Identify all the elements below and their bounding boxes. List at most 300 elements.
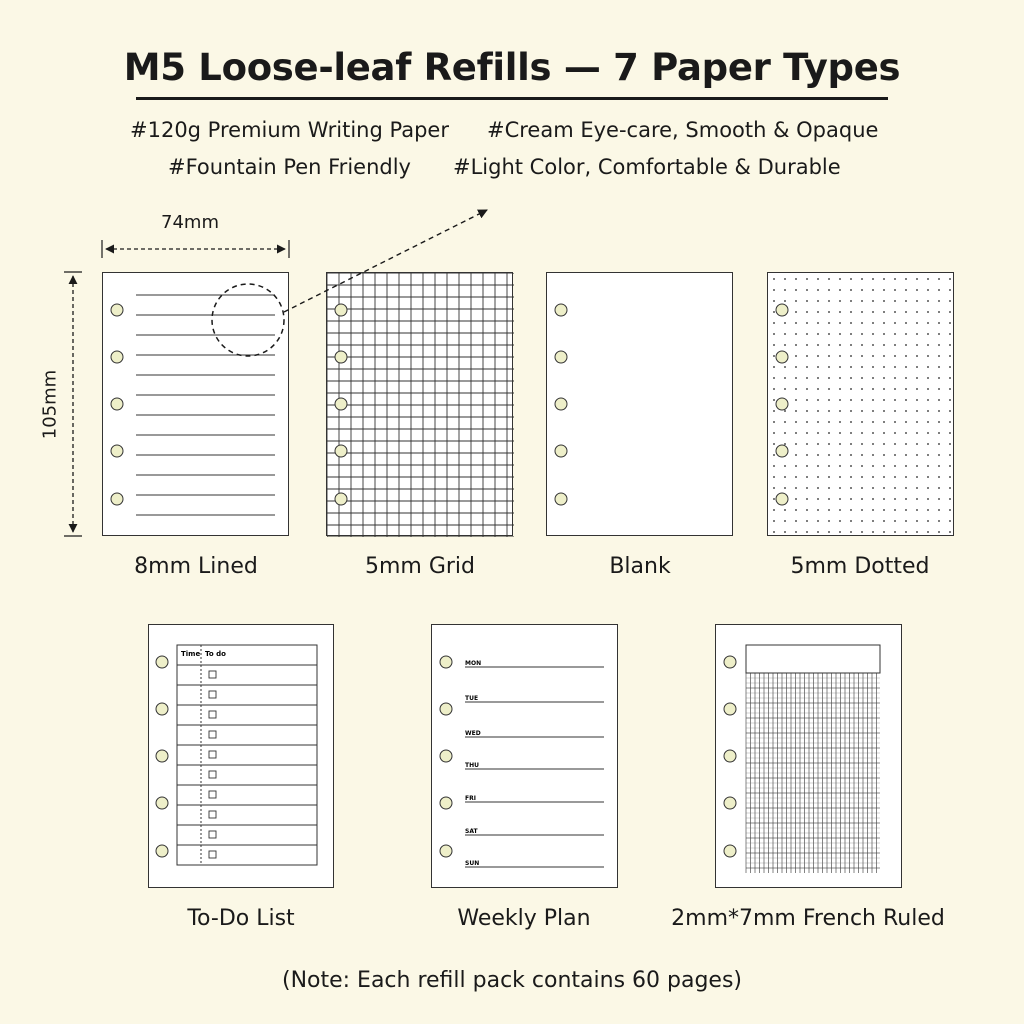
dot: [795, 311, 797, 313]
dot: [927, 509, 929, 511]
dot: [949, 476, 951, 478]
dot: [795, 531, 797, 533]
dot: [795, 278, 797, 280]
dot: [828, 454, 830, 456]
dot: [839, 421, 841, 423]
dot: [850, 388, 852, 390]
dot: [938, 531, 940, 533]
dot: [872, 399, 874, 401]
paper-blank: [546, 272, 733, 536]
dot: [817, 289, 819, 291]
dot: [916, 289, 918, 291]
dot: [795, 487, 797, 489]
dot: [795, 520, 797, 522]
todo-checkbox: [209, 851, 216, 858]
binder-hole: [555, 445, 567, 457]
width-dimension-arrow: [102, 240, 289, 258]
binder-hole: [156, 703, 168, 715]
dot: [949, 509, 951, 511]
dot: [828, 311, 830, 313]
dot: [938, 432, 940, 434]
weekly-day-wed: WED: [465, 730, 481, 737]
dot: [806, 476, 808, 478]
dot: [839, 311, 841, 313]
dot: [795, 344, 797, 346]
dot: [839, 520, 841, 522]
dot: [861, 498, 863, 500]
dot: [894, 289, 896, 291]
weekly-day-tue: TUE: [465, 695, 479, 702]
dot: [795, 465, 797, 467]
weekly-day-sun: SUN: [465, 860, 480, 867]
todo-table: [177, 645, 317, 865]
dot: [949, 498, 951, 500]
dot: [916, 344, 918, 346]
dot: [850, 355, 852, 357]
dot: [905, 498, 907, 500]
dot: [916, 443, 918, 445]
dot: [894, 410, 896, 412]
dot: [938, 289, 940, 291]
dot: [839, 531, 841, 533]
dot: [872, 377, 874, 379]
binder-hole: [111, 493, 123, 505]
binder-hole: [555, 351, 567, 363]
dot: [872, 454, 874, 456]
dot: [927, 443, 929, 445]
dot: [861, 432, 863, 434]
dot: [795, 443, 797, 445]
dot: [861, 322, 863, 324]
dot: [817, 476, 819, 478]
dot: [949, 432, 951, 434]
french-header-box: [746, 645, 880, 673]
todo-checkbox: [209, 751, 216, 758]
dot: [850, 366, 852, 368]
dot: [784, 388, 786, 390]
binder-hole: [555, 398, 567, 410]
todo-checkbox: [209, 711, 216, 718]
dot: [949, 278, 951, 280]
dot: [773, 388, 775, 390]
height-dimension-arrow: [64, 272, 82, 536]
weekly-day-sat: SAT: [465, 828, 478, 835]
binder-hole: [440, 750, 452, 762]
dot: [927, 410, 929, 412]
dot: [828, 388, 830, 390]
dot: [828, 410, 830, 412]
dot: [894, 531, 896, 533]
page-title: M5 Loose-leaf Refills — 7 Paper Types: [123, 46, 901, 89]
dot: [916, 311, 918, 313]
dot: [949, 311, 951, 313]
dot: [861, 278, 863, 280]
dot: [905, 355, 907, 357]
dot: [850, 300, 852, 302]
dot: [839, 465, 841, 467]
dot: [861, 333, 863, 335]
dot: [784, 410, 786, 412]
dot: [861, 410, 863, 412]
binder-hole: [335, 351, 347, 363]
dot: [872, 487, 874, 489]
dot: [817, 278, 819, 280]
dot: [905, 399, 907, 401]
dot: [872, 344, 874, 346]
width-dimension-label: 74mm: [161, 212, 219, 233]
dot: [949, 465, 951, 467]
dot: [883, 377, 885, 379]
dot: [861, 399, 863, 401]
dot: [938, 487, 940, 489]
binder-hole: [440, 656, 452, 668]
binder-hole: [724, 703, 736, 715]
dot: [905, 432, 907, 434]
dot: [828, 377, 830, 379]
dot: [839, 366, 841, 368]
dot: [916, 465, 918, 467]
dot: [828, 333, 830, 335]
dot: [806, 531, 808, 533]
dot: [861, 465, 863, 467]
dot: [949, 289, 951, 291]
dot: [784, 322, 786, 324]
dot: [773, 344, 775, 346]
dot: [828, 421, 830, 423]
binder-hole: [555, 493, 567, 505]
height-dimension-label: 105mm: [39, 369, 61, 440]
dot: [795, 366, 797, 368]
dot: [938, 278, 940, 280]
dot: [817, 377, 819, 379]
dot: [938, 366, 940, 368]
dot: [784, 465, 786, 467]
dot: [916, 377, 918, 379]
dot: [883, 333, 885, 335]
dot: [938, 399, 940, 401]
dot: [894, 498, 896, 500]
dot: [839, 410, 841, 412]
label-weekly: Weekly Plan: [457, 906, 591, 931]
todo-checkbox: [209, 811, 216, 818]
todo-checkbox: [209, 831, 216, 838]
dot: [784, 432, 786, 434]
dot: [949, 443, 951, 445]
dot: [894, 520, 896, 522]
dot: [861, 531, 863, 533]
dot: [806, 520, 808, 522]
dot: [927, 344, 929, 346]
dot: [894, 377, 896, 379]
dot: [773, 410, 775, 412]
dot: [806, 399, 808, 401]
dot: [883, 443, 885, 445]
dot: [905, 322, 907, 324]
dot: [806, 311, 808, 313]
dot: [795, 498, 797, 500]
dot: [883, 498, 885, 500]
dot: [817, 322, 819, 324]
dot: [828, 344, 830, 346]
dot: [795, 399, 797, 401]
dot: [861, 344, 863, 346]
dot: [872, 443, 874, 445]
dot: [949, 333, 951, 335]
dot: [872, 366, 874, 368]
dot: [828, 531, 830, 533]
dot: [872, 322, 874, 324]
dot: [850, 454, 852, 456]
dot: [927, 465, 929, 467]
dot: [905, 388, 907, 390]
dot: [850, 377, 852, 379]
dot: [872, 531, 874, 533]
dot: [905, 509, 907, 511]
dot: [861, 388, 863, 390]
dot: [773, 520, 775, 522]
dot: [949, 520, 951, 522]
dot: [839, 322, 841, 324]
dot: [861, 520, 863, 522]
binder-hole: [111, 304, 123, 316]
dot: [883, 421, 885, 423]
dot: [916, 399, 918, 401]
binder-hole: [111, 351, 123, 363]
dot: [938, 465, 940, 467]
dot: [773, 498, 775, 500]
dot: [861, 476, 863, 478]
dot: [806, 333, 808, 335]
dot: [861, 355, 863, 357]
dot: [806, 377, 808, 379]
dot: [861, 377, 863, 379]
dot: [795, 410, 797, 412]
dot: [938, 300, 940, 302]
dot: [927, 399, 929, 401]
dot: [850, 498, 852, 500]
dot: [927, 520, 929, 522]
dot: [905, 487, 907, 489]
dot: [872, 311, 874, 313]
dot: [828, 278, 830, 280]
dot: [817, 410, 819, 412]
dot: [927, 289, 929, 291]
dot: [872, 476, 874, 478]
dot: [773, 454, 775, 456]
dot: [850, 421, 852, 423]
dot: [828, 520, 830, 522]
dot: [894, 388, 896, 390]
dot: [916, 322, 918, 324]
binder-hole: [555, 304, 567, 316]
dot: [828, 487, 830, 489]
dot: [784, 278, 786, 280]
dot: [784, 300, 786, 302]
dot: [817, 443, 819, 445]
dot: [894, 454, 896, 456]
dot: [784, 520, 786, 522]
binder-hole: [724, 845, 736, 857]
dot: [806, 355, 808, 357]
dot: [806, 454, 808, 456]
dot: [949, 388, 951, 390]
dot: [817, 333, 819, 335]
dot: [872, 410, 874, 412]
tag-light-color: #Light Color, Comfortable & Durable: [453, 155, 841, 179]
binder-hole: [724, 750, 736, 762]
dot: [938, 410, 940, 412]
label-lined: 8mm Lined: [134, 554, 258, 579]
dot: [894, 432, 896, 434]
binder-hole: [440, 845, 452, 857]
dot: [938, 322, 940, 324]
dot: [817, 432, 819, 434]
binder-hole: [776, 398, 788, 410]
paper-grid: [326, 272, 513, 536]
dot: [839, 476, 841, 478]
dot: [927, 432, 929, 434]
dot: [883, 454, 885, 456]
dot: [872, 465, 874, 467]
dot: [927, 278, 929, 280]
dot: [916, 388, 918, 390]
dot: [916, 520, 918, 522]
dot: [872, 520, 874, 522]
dot: [883, 355, 885, 357]
dot: [949, 366, 951, 368]
label-grid: 5mm Grid: [364, 554, 476, 579]
binder-hole: [440, 703, 452, 715]
dot: [949, 322, 951, 324]
dot: [806, 300, 808, 302]
dot: [817, 311, 819, 313]
dot: [883, 476, 885, 478]
dot: [839, 278, 841, 280]
dot: [894, 344, 896, 346]
binder-hole: [776, 351, 788, 363]
dot: [927, 355, 929, 357]
dot: [850, 476, 852, 478]
dot: [806, 509, 808, 511]
dot: [784, 443, 786, 445]
dot: [883, 388, 885, 390]
dot: [905, 421, 907, 423]
dot: [894, 355, 896, 357]
dot: [773, 432, 775, 434]
dot: [806, 388, 808, 390]
dot: [938, 355, 940, 357]
dot: [938, 443, 940, 445]
dot: [894, 509, 896, 511]
dot: [828, 289, 830, 291]
dot: [773, 278, 775, 280]
dot: [839, 487, 841, 489]
dot: [795, 421, 797, 423]
dot: [784, 487, 786, 489]
dot: [883, 509, 885, 511]
dot: [817, 355, 819, 357]
dot: [872, 300, 874, 302]
binder-hole: [724, 797, 736, 809]
dot: [850, 531, 852, 533]
todo-checkbox: [209, 771, 216, 778]
todo-checkbox: [209, 731, 216, 738]
dot: [850, 333, 852, 335]
binder-hole: [335, 445, 347, 457]
dot: [883, 366, 885, 368]
dot: [905, 278, 907, 280]
dot: [949, 531, 951, 533]
dot: [773, 399, 775, 401]
todo-time-header: Time: [181, 650, 201, 658]
dot: [938, 498, 940, 500]
dot: [795, 289, 797, 291]
paper-french-ruled: [715, 624, 902, 888]
dot: [839, 300, 841, 302]
dot: [861, 311, 863, 313]
paper-lined: [102, 272, 289, 536]
dot: [927, 388, 929, 390]
dot: [817, 498, 819, 500]
dot: [916, 509, 918, 511]
dot: [894, 366, 896, 368]
dot: [784, 377, 786, 379]
dot: [817, 366, 819, 368]
binder-hole: [776, 493, 788, 505]
dot: [839, 377, 841, 379]
paper-dotted: [767, 272, 954, 536]
dot: [905, 289, 907, 291]
dot: [817, 520, 819, 522]
footnote: (Note: Each refill pack contains 60 pages): [281, 968, 743, 993]
dot: [883, 300, 885, 302]
dot: [905, 531, 907, 533]
dot: [839, 498, 841, 500]
binder-hole: [156, 656, 168, 668]
dot: [861, 289, 863, 291]
dot: [916, 487, 918, 489]
dot: [916, 278, 918, 280]
dot: [883, 278, 885, 280]
dot: [905, 443, 907, 445]
dot: [773, 333, 775, 335]
dot: [905, 410, 907, 412]
dot: [927, 487, 929, 489]
dot: [927, 476, 929, 478]
dot: [905, 377, 907, 379]
dot: [905, 333, 907, 335]
dot: [949, 487, 951, 489]
dot: [817, 531, 819, 533]
dot: [872, 421, 874, 423]
dot: [828, 443, 830, 445]
dot: [795, 454, 797, 456]
dot: [872, 388, 874, 390]
dot: [883, 399, 885, 401]
dot: [938, 476, 940, 478]
dot: [773, 289, 775, 291]
dot: [894, 443, 896, 445]
dot: [839, 432, 841, 434]
dot: [938, 344, 940, 346]
dot: [773, 377, 775, 379]
dot: [795, 432, 797, 434]
dot: [817, 388, 819, 390]
dot: [949, 344, 951, 346]
dot: [883, 465, 885, 467]
dot: [773, 355, 775, 357]
dot: [949, 399, 951, 401]
